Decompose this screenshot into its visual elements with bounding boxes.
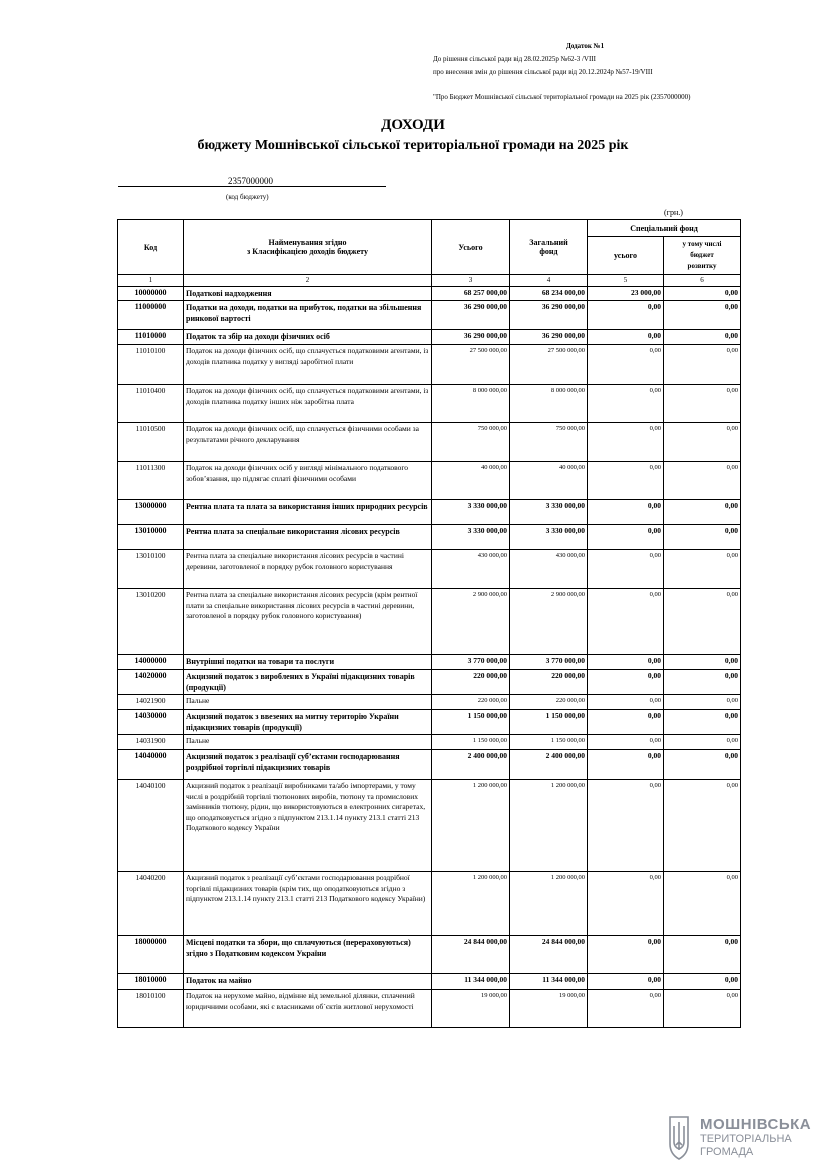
row-total: 68 257 000,00 [432,287,510,301]
decision-line: До рішення сільської ради від 28.02.2025р №62-3 /VIII [433,55,596,63]
row-code: 14040000 [118,750,184,780]
row-name: Пальне [184,735,432,750]
table-row [118,589,741,655]
row-development-budget: 0,00 [664,550,741,589]
header-code: Код [118,220,184,275]
header-general-fund: Загальний фонд [510,220,588,275]
row-special-fund: 0,00 [588,974,664,990]
row-name: Податок на нерухоме майно, відмінне від земельної ділянки, сплачений юридичними особами, які є власниками об`єктів житлової нерухомості [184,990,432,1028]
row-total: 3 330 000,00 [432,500,510,525]
header-special-fund: Спеціальний фонд [588,220,741,237]
appendix-label: Додаток №1 [566,42,605,50]
row-total: 430 000,00 [432,550,510,589]
column-number: 1 [118,275,184,287]
table-row [118,385,741,423]
row-general-fund: 36 290 000,00 [510,330,588,345]
row-special-fund: 0,00 [588,385,664,423]
row-special-fund: 0,00 [588,936,664,974]
row-development-budget: 0,00 [664,670,741,695]
row-name: Рентна плата та плата за використання інших природних ресурсів [184,500,432,525]
table-row [118,750,741,780]
row-code: 18000000 [118,936,184,974]
budget-code-caption: (код бюджету) [226,193,269,201]
table-body [118,287,741,1028]
row-code: 14020000 [118,670,184,695]
currency-unit: (грн.) [664,208,683,217]
column-number: 2 [184,275,432,287]
row-development-budget: 0,00 [664,780,741,872]
row-code: 18010000 [118,974,184,990]
row-general-fund: 1 150 000,00 [510,735,588,750]
row-general-fund: 68 234 000,00 [510,287,588,301]
row-special-fund: 0,00 [588,589,664,655]
row-name: Податок на доходи фізичних осіб, що сплачується податковими агентами, із доходів платника податку інших ніж заробітна плата [184,385,432,423]
row-special-fund: 0,00 [588,695,664,710]
table-row [118,974,741,990]
row-name: Пальне [184,695,432,710]
row-special-fund: 0,00 [588,462,664,500]
table-row [118,500,741,525]
row-special-fund: 0,00 [588,735,664,750]
row-general-fund: 220 000,00 [510,695,588,710]
row-name: Податок на майно [184,974,432,990]
table-row [118,287,741,301]
row-special-fund: 0,00 [588,500,664,525]
table-row [118,990,741,1028]
row-development-budget: 0,00 [664,423,741,462]
community-logo [668,1114,813,1160]
column-number-row [118,275,741,287]
row-code: 10000000 [118,287,184,301]
row-name: Акцизний податок з ввезених на митну територію України підакцизних товарів (продукції) [184,710,432,735]
row-code: 11010100 [118,345,184,385]
row-development-budget: 0,00 [664,936,741,974]
row-general-fund: 27 500 000,00 [510,345,588,385]
row-total: 220 000,00 [432,670,510,695]
table-row [118,936,741,974]
row-code: 14040200 [118,872,184,936]
budget-code-underline [118,186,386,187]
table-row [118,330,741,345]
table-row [118,423,741,462]
row-special-fund: 0,00 [588,345,664,385]
row-name: Податки на доходи, податки на прибуток, податки на збільшення ринкової вартості [184,301,432,330]
row-code: 14000000 [118,655,184,670]
row-code: 13000000 [118,500,184,525]
row-code: 11011300 [118,462,184,500]
row-development-budget: 0,00 [664,287,741,301]
row-development-budget: 0,00 [664,301,741,330]
row-name: Податкові надходження [184,287,432,301]
table-row [118,872,741,936]
row-name: Податок на доходи фізичних осіб, що сплачується податковими агентами, із доходів платника податку у вигляді заробітної плати [184,345,432,385]
row-general-fund: 1 200 000,00 [510,872,588,936]
row-special-fund: 0,00 [588,655,664,670]
trident-icon [668,1114,690,1160]
row-general-fund: 2 900 000,00 [510,589,588,655]
row-general-fund: 750 000,00 [510,423,588,462]
row-name: Податок на доходи фізичних осіб, що сплачується фізичними особами за результатами річного декларування [184,423,432,462]
row-total: 220 000,00 [432,695,510,710]
table-header-row [118,220,741,237]
row-total: 40 000,00 [432,462,510,500]
row-total: 11 344 000,00 [432,974,510,990]
column-number: 3 [432,275,510,287]
row-name: Акцизний податок з реалізації виробниками та/або імпортерами, у тому числі в роздрібній торгівлі тютюнових виробів, тютюну та промислових замінників тютюну, рідин, що використовуються в електронних сигаретах, що оподатковується згідно з підпунктом 213.1.14 пункту 213.1 статті 213 Податкового кодексу України [184,780,432,872]
row-development-budget: 0,00 [664,525,741,550]
row-name: Податок та збір на доходи фізичних осіб [184,330,432,345]
row-development-budget: 0,00 [664,695,741,710]
row-total: 27 500 000,00 [432,345,510,385]
row-total: 24 844 000,00 [432,936,510,974]
row-total: 36 290 000,00 [432,301,510,330]
page-subtitle: бюджету Мошнівської сільської територіальної громади на 2025 рік [197,138,629,153]
row-total: 3 330 000,00 [432,525,510,550]
row-general-fund: 430 000,00 [510,550,588,589]
table-row [118,655,741,670]
row-development-budget: 0,00 [664,710,741,735]
row-code: 11010500 [118,423,184,462]
row-development-budget: 0,00 [664,462,741,500]
row-code: 14030000 [118,710,184,735]
row-code: 11010000 [118,330,184,345]
table-row [118,301,741,330]
row-special-fund: 0,00 [588,670,664,695]
table-row [118,670,741,695]
row-general-fund: 220 000,00 [510,670,588,695]
row-general-fund: 3 330 000,00 [510,525,588,550]
row-total: 2 400 000,00 [432,750,510,780]
header-total: Усього [432,220,510,275]
row-name: Місцеві податки та збори, що сплачуються (перераховуються) згідно з Податковим кодексом України [184,936,432,974]
row-code: 14031900 [118,735,184,750]
row-development-budget: 0,00 [664,750,741,780]
row-general-fund: 8 000 000,00 [510,385,588,423]
row-development-budget: 0,00 [664,385,741,423]
row-total: 36 290 000,00 [432,330,510,345]
row-development-budget: 0,00 [664,872,741,936]
row-name: Рентна плата за спеціальне використання лісових ресурсів [184,525,432,550]
table-row [118,710,741,735]
row-total: 19 000,00 [432,990,510,1028]
row-total: 3 770 000,00 [432,655,510,670]
row-code: 13010200 [118,589,184,655]
table-row [118,550,741,589]
row-special-fund: 0,00 [588,780,664,872]
row-special-fund: 0,00 [588,710,664,735]
column-number: 6 [664,275,741,287]
row-total: 750 000,00 [432,423,510,462]
row-code: 13010000 [118,525,184,550]
row-name: Внутрішні податки на товари та послуги [184,655,432,670]
row-general-fund: 36 290 000,00 [510,301,588,330]
row-development-budget: 0,00 [664,655,741,670]
row-development-budget: 0,00 [664,735,741,750]
row-total: 1 150 000,00 [432,735,510,750]
row-special-fund: 0,00 [588,330,664,345]
row-development-budget: 0,00 [664,500,741,525]
header-special-total: усього [588,237,664,275]
row-special-fund: 0,00 [588,301,664,330]
budget-reference-line: "Про Бюджет Мошнівської сільської територіальної громади на 2025 рік (2357000000) [433,93,691,101]
row-general-fund: 2 400 000,00 [510,750,588,780]
row-special-fund: 0,00 [588,550,664,589]
table-row [118,462,741,500]
row-code: 11000000 [118,301,184,330]
row-general-fund: 1 150 000,00 [510,710,588,735]
row-code: 14040100 [118,780,184,872]
row-code: 11010400 [118,385,184,423]
row-total: 2 900 000,00 [432,589,510,655]
column-number: 5 [588,275,664,287]
row-special-fund: 0,00 [588,423,664,462]
budget-code: 2357000000 [228,176,273,186]
row-total: 1 150 000,00 [432,710,510,735]
row-name: Рентна плата за спеціальне використання лісових ресурсів (крім рентної плати за спеціальне використання лісових ресурсів в частині деревини, заготовленої в порядку рубок головного користування) [184,589,432,655]
row-development-budget: 0,00 [664,345,741,385]
row-general-fund: 40 000,00 [510,462,588,500]
row-general-fund: 3 330 000,00 [510,500,588,525]
row-name: Акцизний податок з реалізації суб’єктами господарювання роздрібної торгівлі підакцизних товарів [184,750,432,780]
row-special-fund: 23 000,00 [588,287,664,301]
row-code: 13010100 [118,550,184,589]
table-row [118,780,741,872]
row-name: Акцизний податок з вироблених в Україні підакцизних товарів (продукції) [184,670,432,695]
column-number: 4 [510,275,588,287]
row-development-budget: 0,00 [664,990,741,1028]
row-development-budget: 0,00 [664,589,741,655]
logo-text-line3: ГРОМАДА [700,1146,754,1158]
table-row [118,735,741,750]
logo-text-line1: МОШНІВСЬКА [700,1116,812,1133]
row-code: 14021900 [118,695,184,710]
amendment-line: про внесення змін до рішення сільської ради від 20.12.2024р №57-19/VIII [433,68,653,76]
row-development-budget: 0,00 [664,330,741,345]
header-development-budget: у тому числі бюджет розвитку [664,237,741,275]
row-special-fund: 0,00 [588,990,664,1028]
table-row [118,345,741,385]
table-row [118,525,741,550]
revenue-table [117,219,741,1028]
row-general-fund: 11 344 000,00 [510,974,588,990]
row-general-fund: 1 200 000,00 [510,780,588,872]
row-name: Податок на доходи фізичних осіб у вигляді мінімального податкового зобов’язання, що підлягає сплаті фізичними особами [184,462,432,500]
row-general-fund: 3 770 000,00 [510,655,588,670]
row-general-fund: 19 000,00 [510,990,588,1028]
row-total: 8 000 000,00 [432,385,510,423]
row-code: 18010100 [118,990,184,1028]
page-title: ДОХОДИ [381,117,445,133]
row-development-budget: 0,00 [664,974,741,990]
header-name: Найменування згідно з Класифікацією доходів бюджету [184,220,432,275]
row-name: Рентна плата за спеціальне використання лісових ресурсів в частині деревини, заготовленої в порядку рубок головного користування [184,550,432,589]
row-total: 1 200 000,00 [432,872,510,936]
row-special-fund: 0,00 [588,750,664,780]
row-total: 1 200 000,00 [432,780,510,872]
table-row [118,695,741,710]
row-special-fund: 0,00 [588,872,664,936]
row-special-fund: 0,00 [588,525,664,550]
row-name: Акцизний податок з реалізації суб’єктами господарювання роздрібної торгівлі підакцизних товарів (крім тих, що оподатковуються згідно з підпунктом 213.1.14 пункту 213.1 статті 213 Податкового кодексу України) [184,872,432,936]
logo-text-line2: ТЕРИТОРІАЛЬНА [700,1133,792,1145]
row-general-fund: 24 844 000,00 [510,936,588,974]
